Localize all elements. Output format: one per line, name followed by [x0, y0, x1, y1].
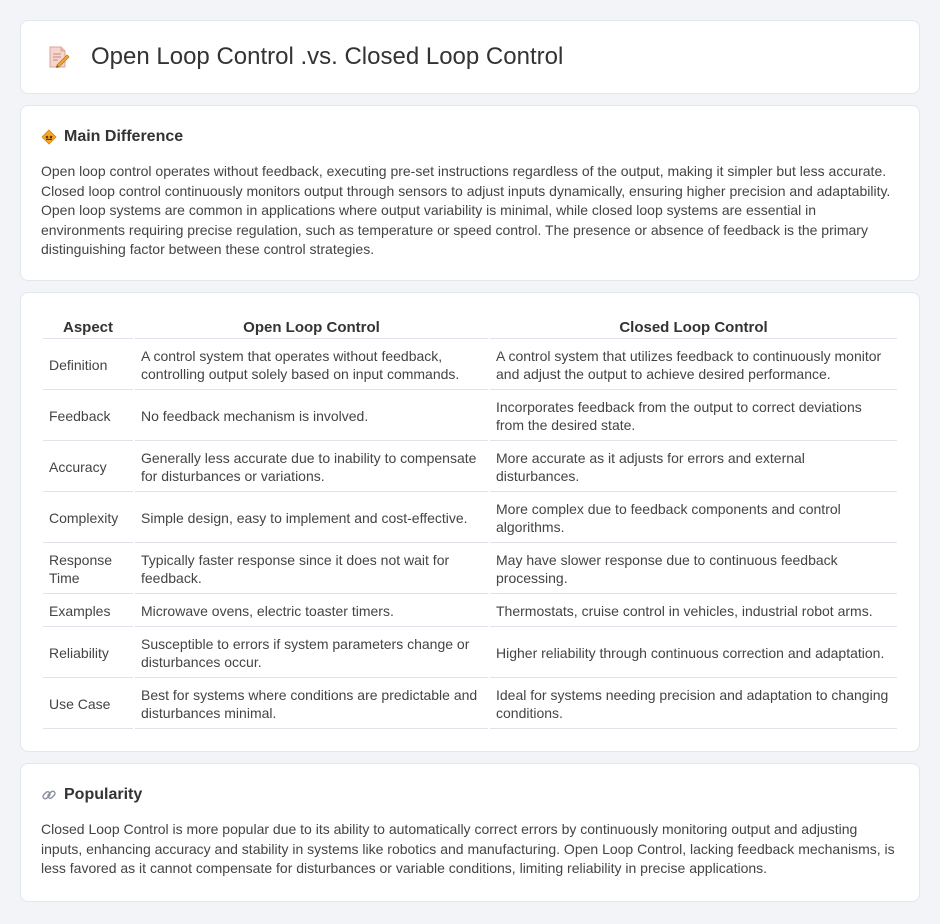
table-row — [43, 629, 897, 678]
table-row — [43, 545, 897, 594]
closed-loop-cell: More complex due to feedback components and control algorithms. — [490, 494, 897, 543]
closed-loop-cell: Ideal for systems needing precision and adaptation to changing conditions. — [490, 680, 897, 729]
aspect-cell: Examples — [43, 596, 133, 627]
main-difference-card — [20, 105, 920, 281]
header-open-loop: Open Loop Control — [135, 315, 488, 339]
popularity-card — [20, 763, 920, 902]
aspect-cell: Use Case — [43, 680, 133, 729]
popularity-title: Popularity — [64, 785, 143, 803]
popularity-text: Closed Loop Control is more popular due to its ability to automatically correct errors by continuously monitoring output and adjusting inputs, enhancing accuracy and stability in systems like robotics and manufacturing. Open Loop Control, lacking feedback mechanisms, is less favored as it cannot compensate for disturbances or variable conditions, limiting reliability in precise applications. — [41, 820, 895, 877]
table-row — [43, 680, 897, 729]
aspect-cell: Complexity — [43, 494, 133, 543]
table-header-row — [43, 315, 897, 339]
page-title: Open Loop Control .vs. Closed Loop Control — [91, 43, 564, 70]
main-difference-title: Main Difference — [64, 128, 184, 145]
table-row — [43, 596, 897, 627]
table-row — [43, 443, 897, 492]
closed-loop-cell: More accurate as it adjusts for errors and external disturbances. — [490, 443, 897, 492]
aspect-cell: Accuracy — [43, 443, 133, 492]
popularity-heading — [41, 786, 899, 804]
header-closed-loop: Closed Loop Control — [490, 315, 897, 339]
closed-loop-cell: A control system that utilizes feedback to continuously monitor and adjust the output to achieve desired performance. — [490, 341, 897, 390]
aspect-cell: Feedback — [43, 392, 133, 441]
header-aspect: Aspect — [43, 315, 133, 339]
header-card — [20, 20, 920, 94]
closed-loop-cell: Incorporates feedback from the output to correct deviations from the desired state. — [490, 392, 897, 441]
aspect-cell: Definition — [43, 341, 133, 390]
open-loop-cell: Generally less accurate due to inability to compensate for disturbances or variations. — [135, 443, 488, 492]
closed-loop-cell: May have slower response due to continuous feedback processing. — [490, 545, 897, 594]
closed-loop-cell: Higher reliability through continuous correction and adaptation. — [490, 629, 897, 678]
main-difference-heading — [41, 128, 899, 146]
comparison-table — [41, 313, 899, 731]
open-loop-cell: No feedback mechanism is involved. — [135, 392, 488, 441]
closed-loop-cell: Thermostats, cruise control in vehicles, industrial robot arms. — [490, 596, 897, 627]
diamond-sign-icon — [41, 129, 57, 145]
table-row — [43, 494, 897, 543]
table-row — [43, 392, 897, 441]
open-loop-cell: Best for systems where conditions are predictable and disturbances minimal. — [135, 680, 488, 729]
comparison-card — [20, 292, 920, 752]
link-icon — [41, 787, 57, 803]
aspect-cell: Reliability — [43, 629, 133, 678]
table-row — [43, 341, 897, 390]
document-pencil-icon — [45, 44, 71, 70]
open-loop-cell: Simple design, easy to implement and cost-effective. — [135, 494, 488, 543]
main-difference-text: Open loop control operates without feedback, executing pre-set instructions regardless of the output, making it simpler but less accurate. Closed loop control continuously monitors output through sensors to adjust inputs dynamically, ensuring higher precision and adaptability. Open loop systems are common in applications where output variability is minimal, while closed loop systems are essential in environments requiring precise regulation, such as temperature or speed control. The presence or absence of feedback is the primary distinguishing factor between these control strategies. — [41, 163, 891, 258]
open-loop-cell: Susceptible to errors if system parameters change or disturbances occur. — [135, 629, 488, 678]
aspect-cell: Response Time — [43, 545, 133, 594]
open-loop-cell: Microwave ovens, electric toaster timers. — [135, 596, 488, 627]
open-loop-cell: Typically faster response since it does not wait for feedback. — [135, 545, 488, 594]
open-loop-cell: A control system that operates without feedback, controlling output solely based on input commands. — [135, 341, 488, 390]
